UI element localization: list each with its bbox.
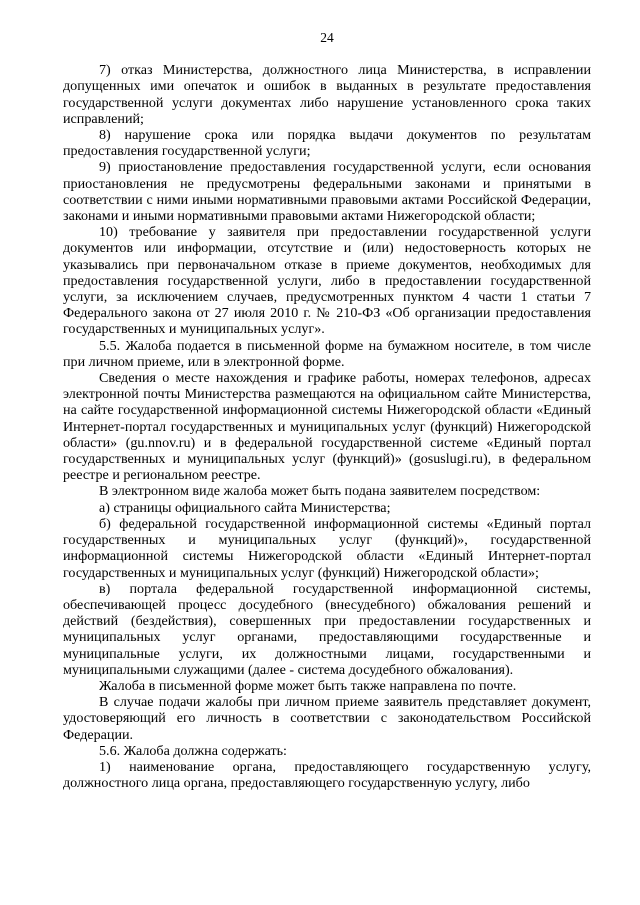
paragraph-item-10: 10) требование у заявителя при предоставлении государственной услуги документов или информации, отсутствие и (или) недостоверность которых не указывались при первоначальном отказе в приеме документов, необходимых для предоставления государственной услуги, либо в предоставлении государственной услуги, за исключением случаев, предусмотренных пунктом 4 части 1 статьи 7 Федерального закона от 27 июля 2010 г. № 210-ФЗ «Об организации предоставления государственных и муниципальных услуг». xyxy=(63,224,591,338)
paragraph-option-b: б) федеральной государственной информационной системы «Единый портал государственных и муниципальных услуг (функций)», государственной информационной системы Нижегородской области «Единый Интернет-портал государственных и муниципальных услуг (функций) Нижегородской области»; xyxy=(63,515,591,581)
paragraph-item-7: 7) отказ Министерства, должностного лица Министерства, в исправлении допущенных ими опечаток и ошибок в выданных в результате предоставления государственной услуги документах либо нарушение установленного срока таких исправлений; xyxy=(63,62,591,127)
paragraph-item-1: 1) наименование органа, предоставляющего государственную услугу, должностного лица органа, предоставляющего государственную услугу, либо xyxy=(63,758,591,792)
paragraph-option-a: а) страницы официального сайта Министерства; xyxy=(99,499,391,516)
page-number: 24 xyxy=(320,30,334,45)
paragraph-mail-submission: Жалоба в письменной форме может быть также направлена по почте. xyxy=(99,677,517,694)
paragraph-5-6: 5.6. Жалоба должна содержать: xyxy=(99,742,287,759)
paragraph-5-5: 5.5. Жалоба подается в письменной форме на бумажном носителе, в том числе при личном приеме, или в электронной форме. xyxy=(63,337,591,370)
paragraph-item-9: 9) приостановление предоставления государственной услуги, если основания приостановления не предусмотрены федеральными законами и принятыми в соответствии с ними иными нормативными правовыми актами Российской Федерации, законами и иными нормативными правовыми актами Нижегородской области; xyxy=(63,159,591,225)
paragraph-electronic-submission: В электронном виде жалоба может быть подана заявителем посредством: xyxy=(99,483,541,500)
paragraph-item-8: 8) нарушение срока или порядка выдачи документов по результатам предоставления государственной услуги; xyxy=(63,127,591,160)
paragraph-contacts-info: Сведения о месте нахождения и графике работы, номерах телефонов, адресах электронной почты Министерства размещаются на официальном сайте Министерства, на сайте государственной информационной системы Нижегородской области «Единый Интернет-портал государственных и муниципальных услуг (функций) Нижегородской области» (gu.nnov.ru) и в федеральной государственной системе «Единый портал государственных и муниципальных услуг (функций)» (gosuslugi.ru), в федеральном реестре и региональном реестре. xyxy=(63,370,591,484)
document-page xyxy=(63,30,591,791)
paragraph-personal-submission: В случае подачи жалобы при личном приеме заявитель представляет документ, удостоверяющий его личность в соответствии с законодательством Российской Федерации. xyxy=(63,694,591,743)
paragraph-option-v: в) портала федеральной государственной информационной системы, обеспечивающей процесс досудебного (внесудебного) обжалования решений и действий (бездействия), совершенных при предоставлении государственных и муниципальных услуг органами, предоставляющими государственные и муниципальные услуги, их должностными лицами, государственными и муниципальными служащими (далее - система досудебного обжалования). xyxy=(63,580,591,678)
